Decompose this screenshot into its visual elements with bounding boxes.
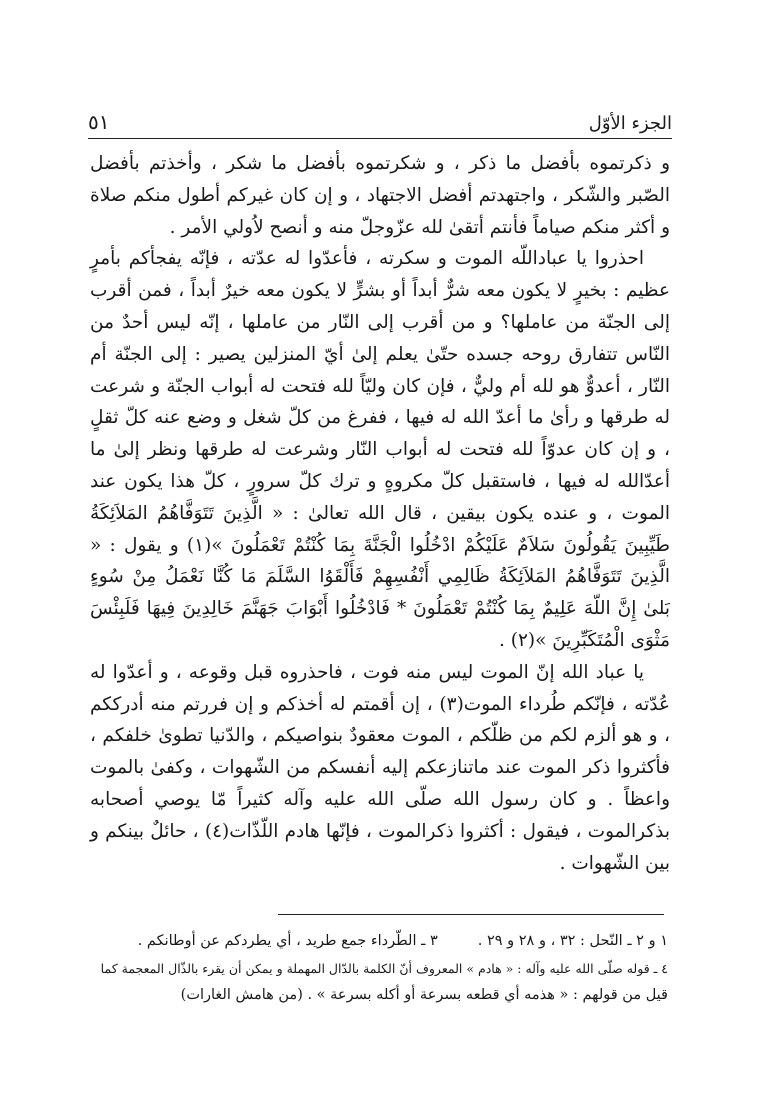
footnote-4: ٤ ـ قوله صلّى الله عليه وآله : « هادم » المعروف أنّ الكلمة بالدّال المهملة و يمكن أن يقرء بالذّال المعجمة كما bbox=[100, 961, 668, 976]
footnote-line-1 bbox=[92, 928, 668, 955]
footnote-4-continued: قيل من قولهم : « هذمه أي قطعه بسرعة أو أكله بسرعة » . (من هامش الغارات) bbox=[180, 987, 668, 1003]
page-header bbox=[88, 100, 672, 134]
paragraph-1: و ذكرتموه بأفضل ما ذكر ، و شكرتموه بأفضل ما شكر ، وأخذتم بأفضل الصّبر والشّكر ، واجتهدتم أفضل الاجتهاد ، و إن كان غيركم أطول منكم صلاة و أكثر منكم صياماً فأنتم أتقىٰ لله عزّوجلّ منه و أنصح لاُولي الأمر . bbox=[90, 153, 670, 238]
footnote-1-2: ١ و ٢ ـ النّحل : ٣٢ ، و ٢٨ و ٢٩ . bbox=[477, 933, 668, 949]
paragraph-3: يا عباد الله إنّ الموت ليس منه فوت ، فاحذروه قبل وقوعه ، و أعدّوا له عُدّته ، فإنّكم طُرداء الموت(٣) ، إن أقمتم له أخذكم و إن فررتم منه أدرككم ، و هو ألزم لكم من ظلّكم ، الموت معقودٌ بنواصيكم ، والدّنيا تطوىٰ خلفكم ، فأكثروا ذكر الموت عند ماتنازعكم إليه أنفسكم من الشّهوات ، وكفىٰ بالموت واعظاً . و كان رسول الله صلّى الله عليه وآله كثيراً مّا يوصي أصحابه بذكرالموت ، فيقول : أكثروا ذكرالموت ، فإنّها هادم اللّذّات(٤) ، حائلٌ بينكم و بين الشّهوات . bbox=[90, 661, 671, 874]
footnote-rule bbox=[278, 914, 664, 915]
page-number: ٥١ bbox=[88, 110, 110, 134]
header-rule bbox=[88, 138, 672, 139]
footnote-3: ٣ ـ الطّرداء جمع طريد ، أي يطردكم عن أوطانكم . bbox=[137, 933, 438, 949]
main-text bbox=[90, 148, 670, 879]
footnotes bbox=[92, 928, 668, 1009]
running-title: الجزء الأوّل bbox=[588, 113, 672, 134]
paragraph-2: احذروا يا عباداللّه الموت و سكرته ، فأعدّوا له عدّته ، فإنّه يفجأكم بأمرٍ عظيم : بخيرٍ لا يكون معه شرٌّ أبداً أو بشرٍّ لا يكون معه خيرٌ أبداً ، فمن أقرب إلى الجنّة من عاملها؟ و من أقرب إلى النّار من عاملها ، إنّه ليس أحدٌ من النّاس تتفارق روحه جسده حتّىٰ يعلم إلىٰ أيّ المنزلين يصير : إلى الجنّة أم النّار ، أعدوٌّ هو لله أم وليٌّ ، فإن كان وليّاً لله فتحت له أبواب الجنّة و شرعت له طرقها و رأىٰ ما أعدّ الله له فيها ، ففرغ من كلّ شغل و وضع عنه كلّ ثقلٍ ، و إن كان عدوّاً لله فتحت له أبواب النّار وشرعت له طرقها ونظر إلىٰ ما أعدّالله له فيها ، فاستقبل كلّ مكروهٍ و ترك كلّ سرورٍ ، كلّ هذا يكون عند الموت ، و عنده يكون بيقين ، قال الله تعالىٰ : « الَّذِينَ تَتَوَفَّاهُمُ المَلاَئِكَةُ طَيِّبِينَ يَقُولُونَ سَلاَمٌ عَلَيْكُمْ ادْخُلُوا الْجَنَّةَ بِمَا كُنْتُمْ تَعْمَلُونَ »(١) و يقول : « الَّذِينَ تَتَوَفَّاهُمُ المَلاَئِكَةُ ظَالِمِي أَنْفُسِهِمْ فَأَلْقَوُا السَّلَمَ مَا كُنَّا نَعْمَلُ مِنْ سُوءٍ بَلىٰ إِنَّ اللّهَ عَلِيمٌ بِمَا كُنْتُمْ تَعْمَلُونَ * فَادْخُلُوا أَبْوَابَ جَهَنَّمَ خَالِدِينَ فِيهَا فَلَبِئْسَ مَثْوَى الْمُتَكَبِّرِينَ »(٢) . bbox=[90, 248, 671, 651]
